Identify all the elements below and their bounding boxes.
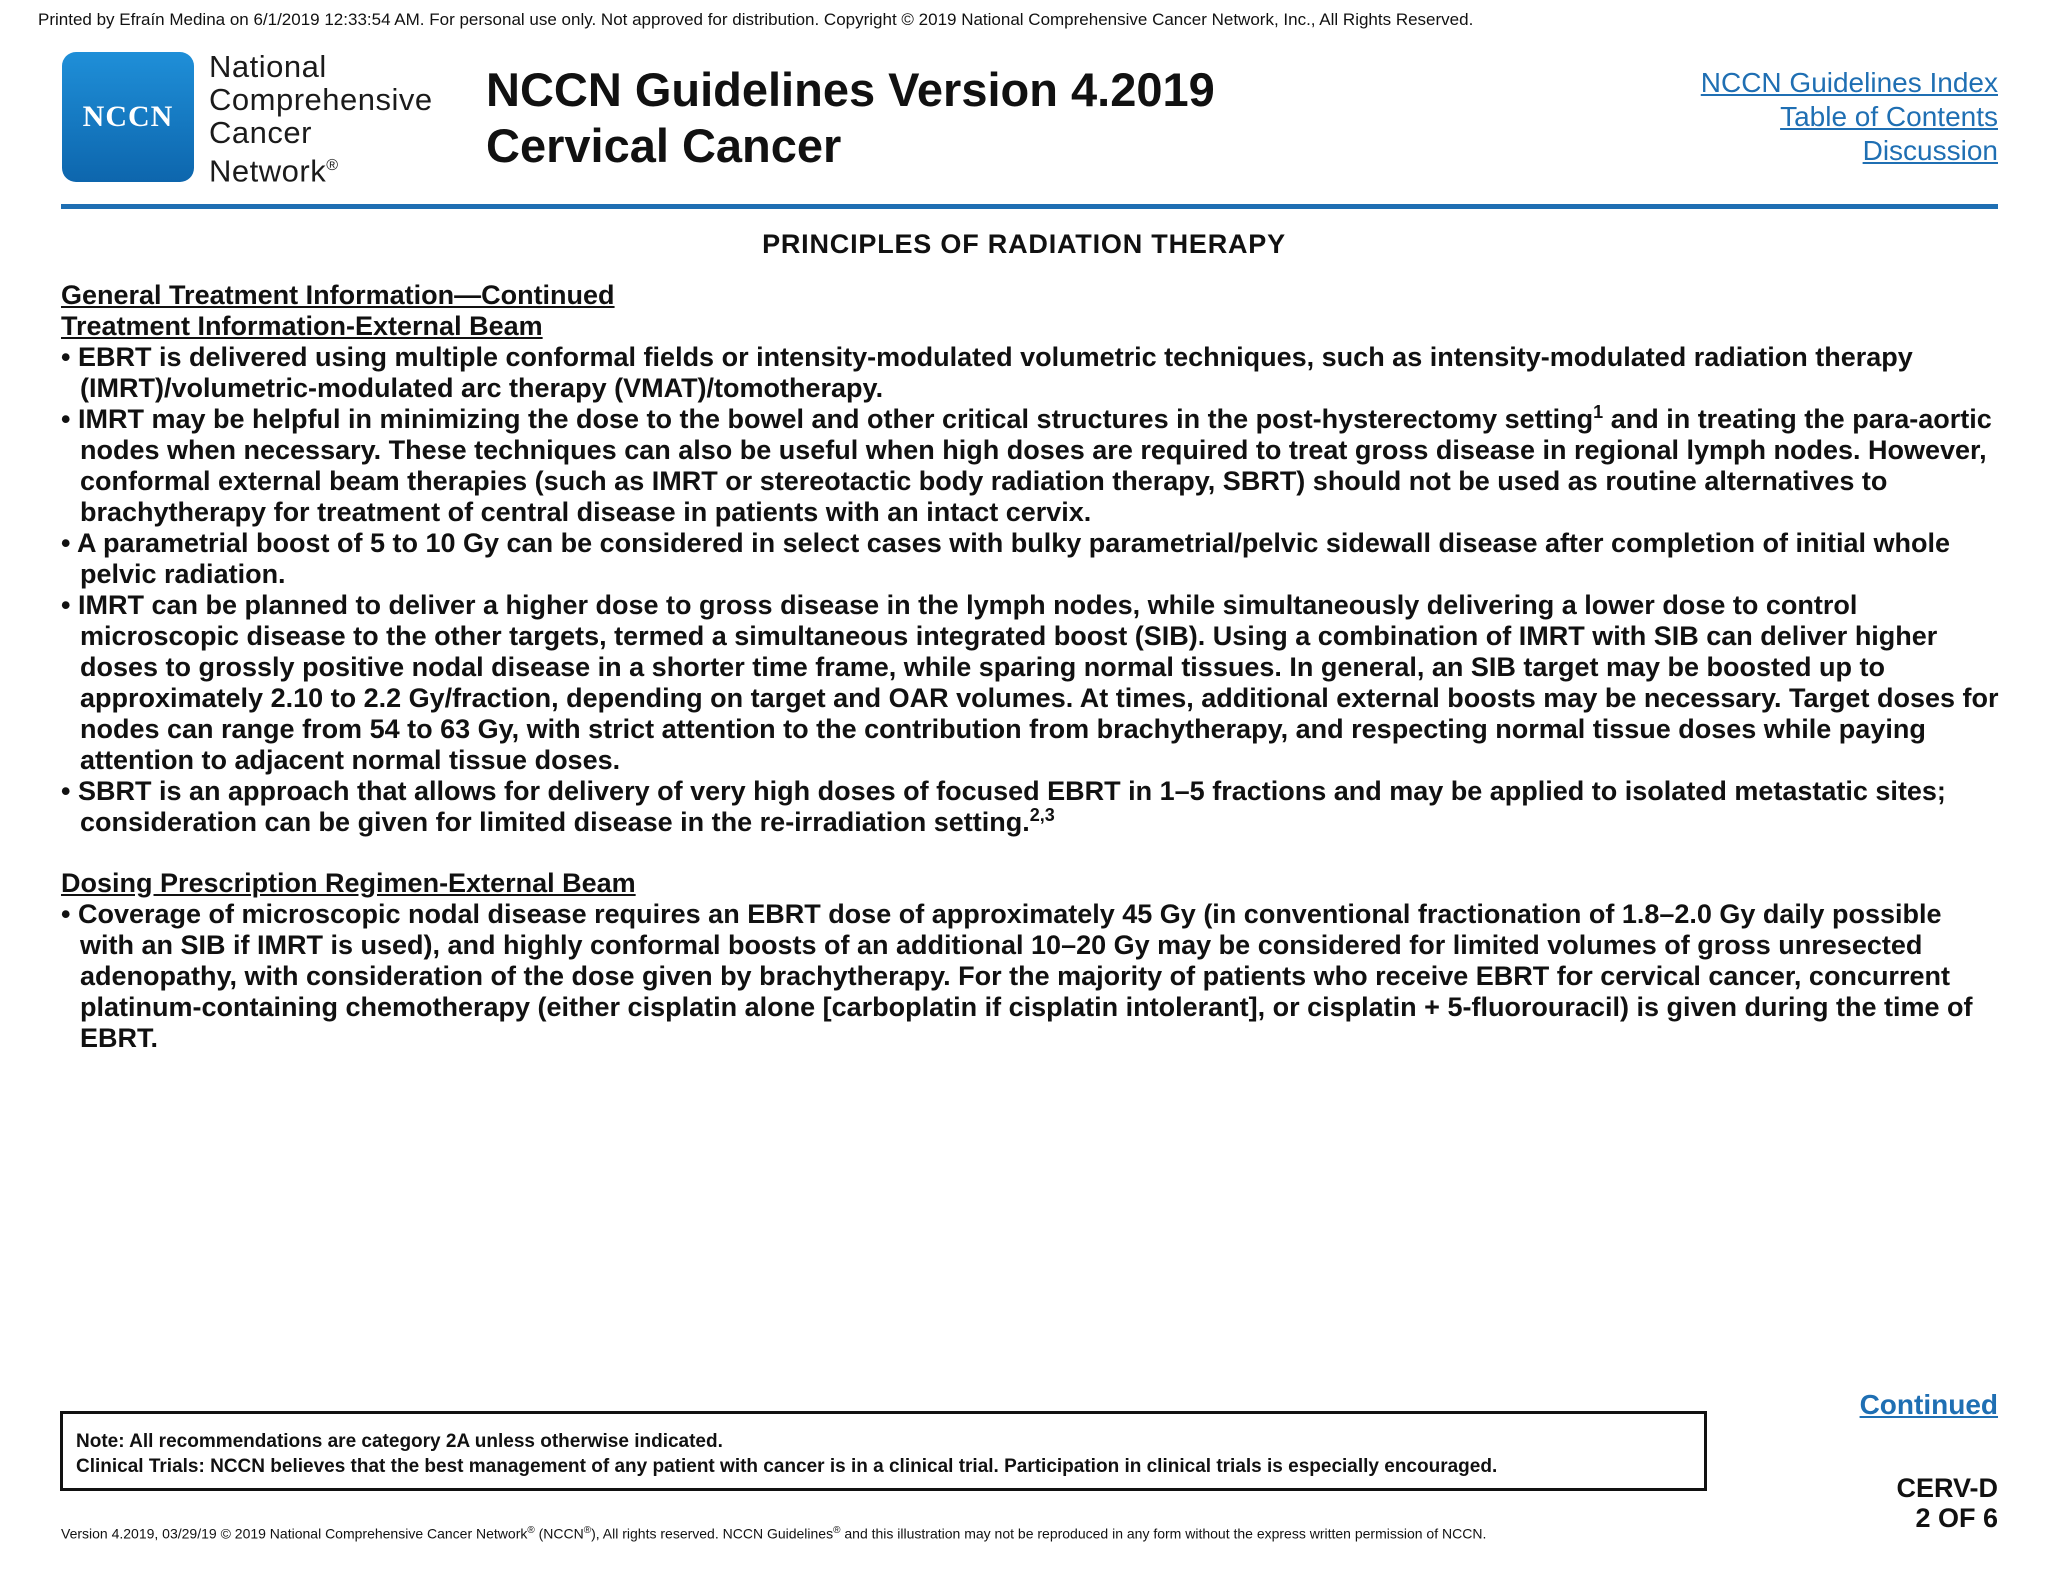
bullet-sbrt-text: • SBRT is an approach that allows for delivery of very high doses of focused EBRT in 1–5 fractions and may be applied to isolated metastatic sites; consideration can be given for limited disease in the re-irradiation setting.: [61, 776, 1946, 837]
discussion-link[interactable]: Discussion: [1862, 135, 1998, 166]
bullet-sbrt: [61, 776, 2001, 838]
bullet-imrt-text-b: and in treating the para-aortic nodes when necessary. These techniques can also be useful when high doses are required to treat gross disease in regional lymph nodes. However, conformal external beam therapies (such as IMRT or stereotactic body radiation therapy, SBRT) should not be used as routine alternatives to brachytherapy for treatment of central disease in patients with an intact cervix.: [80, 404, 1992, 527]
section-spacer: [61, 838, 2001, 868]
bullet-imrt-text-a: • IMRT may be helpful in minimizing the dose to the bowel and other critical structures in the post-hysterectomy setting: [61, 404, 1594, 434]
note-category: Note: All recommendations are category 2A unless otherwise indicated.: [76, 1431, 723, 1452]
logo-word-cancer: Cancer: [209, 115, 312, 150]
title-version: NCCN Guidelines Version 4.2019: [486, 63, 1215, 116]
guidelines-index-link[interactable]: NCCN Guidelines Index: [1700, 67, 1998, 98]
bullet-coverage: • Coverage of microscopic nodal disease requires an EBRT dose of approximately 45 Gy (in conventional fractionation of 1.8–2.0 Gy daily possible with an SIB if IMRT is used), and highly conformal boosts of an additional 10–20 Gy may be considered for limited volumes of gross unresected adenopathy, with consideration of the dose given by brachytherapy. For the majority of patients who receive EBRT for cervical cancer, concurrent platinum-containing chemotherapy (either cisplatin alone [carboplatin if cisplatin intolerant], or cisplatin + 5-fluorouracil) is given during the time of EBRT.: [61, 899, 1973, 1053]
footer-part-2: (NCCN: [534, 1525, 584, 1542]
logo-word-network: Network: [209, 153, 327, 189]
logo-word-network-line: [209, 149, 433, 187]
page-code-number: 2 OF 6: [1915, 1503, 1998, 1533]
logo-mark: NCCN: [82, 100, 174, 133]
heading-external-beam: Treatment Information-External Beam: [61, 311, 543, 341]
print-disclaimer: Printed by Efraín Medina on 6/1/2019 12:33:54 AM. For personal use only. Not approved for distribution. Copyright © 2019 National Comprehensive Cancer Network, Inc., All Rights Reserved.: [38, 10, 1474, 29]
bullet-ebrt: • EBRT is delivered using multiple conformal fields or intensity-modulated volumetric techniques, such as intensity-modulated radiation therapy (IMRT)/volumetric-modulated arc therapy (VMAT)/tomotherapy.: [61, 342, 1913, 403]
footer-part-1: Version 4.2019, 03/29/19 © 2019 National Comprehensive Cancer Network: [61, 1525, 528, 1542]
logo-wordmark: [209, 50, 433, 187]
section-title: PRINCIPLES OF RADIATION THERAPY: [762, 229, 1286, 259]
continued-link[interactable]: Continued: [1859, 1389, 1998, 1420]
heading-dosing-prescription: Dosing Prescription Regimen-External Beam: [61, 868, 636, 898]
note-clinical-trials: Clinical Trials: NCCN believes that the best management of any patient with cancer is in a clinical trial. Participation in clinical trials is especially encouraged.: [76, 1456, 1498, 1477]
footer-copyright: [61, 1525, 1486, 1542]
bullet-parametrial-boost: • A parametrial boost of 5 to 10 Gy can be considered in select cases with bulky parametrial/pelvic sidewall disease after completion of initial whole pelvic radiation.: [61, 528, 1951, 589]
logo-word-national: National: [209, 49, 327, 84]
footnote-ref-1: 1: [1593, 402, 1604, 422]
page-code-section: CERV-D: [1896, 1473, 1998, 1503]
page-code: [1896, 1473, 1998, 1533]
nccn-logo: [62, 52, 194, 182]
main-content: [61, 280, 2001, 1054]
logo-registered-mark: ®: [326, 157, 339, 174]
bullet-imrt-helpful: [61, 404, 2001, 528]
nav-links: [1701, 66, 1998, 168]
note-box: [60, 1411, 1707, 1491]
footer-reg-1: ®: [527, 1525, 535, 1536]
footer-reg-2: ®: [583, 1525, 592, 1536]
logo-word-comprehensive: Comprehensive: [209, 82, 433, 117]
bullet-sib: • IMRT can be planned to deliver a higher dose to gross disease in the lymph nodes, while simultaneously delivering a lower dose to control microscopic disease to the other targets, termed a simultaneous integrated boost (SIB). Using a combination of IMRT with SIB can deliver higher doses to grossly positive nodal disease in a shorter time frame, while sparing normal tissues. In general, an SIB target may be boosted up to approximately 2.10 to 2.2 Gy/fraction, depending on target and OAR volumes. At times, additional external boosts may be necessary. Target doses for nodes can range from 54 to 63 Gy, with strict attention to the contribution from brachytherapy, and respecting normal tissue doses while paying attention to adjacent normal tissue doses.: [61, 590, 1999, 775]
footer-part-4: and this illustration may not be reproduced in any form without the express written permission of NCCN.: [840, 1525, 1487, 1542]
header-divider: [61, 204, 1998, 209]
footer-reg-3: ®: [833, 1525, 841, 1536]
footer-part-3: ), All rights reserved. NCCN Guidelines: [591, 1525, 834, 1542]
table-of-contents-link[interactable]: Table of Contents: [1780, 101, 1998, 132]
heading-general-treatment: General Treatment Information—Continued: [61, 280, 615, 310]
page-title: [486, 62, 1215, 174]
title-cancer-type: Cervical Cancer: [486, 119, 842, 172]
footnote-ref-2-3: 2,3: [1029, 805, 1055, 825]
